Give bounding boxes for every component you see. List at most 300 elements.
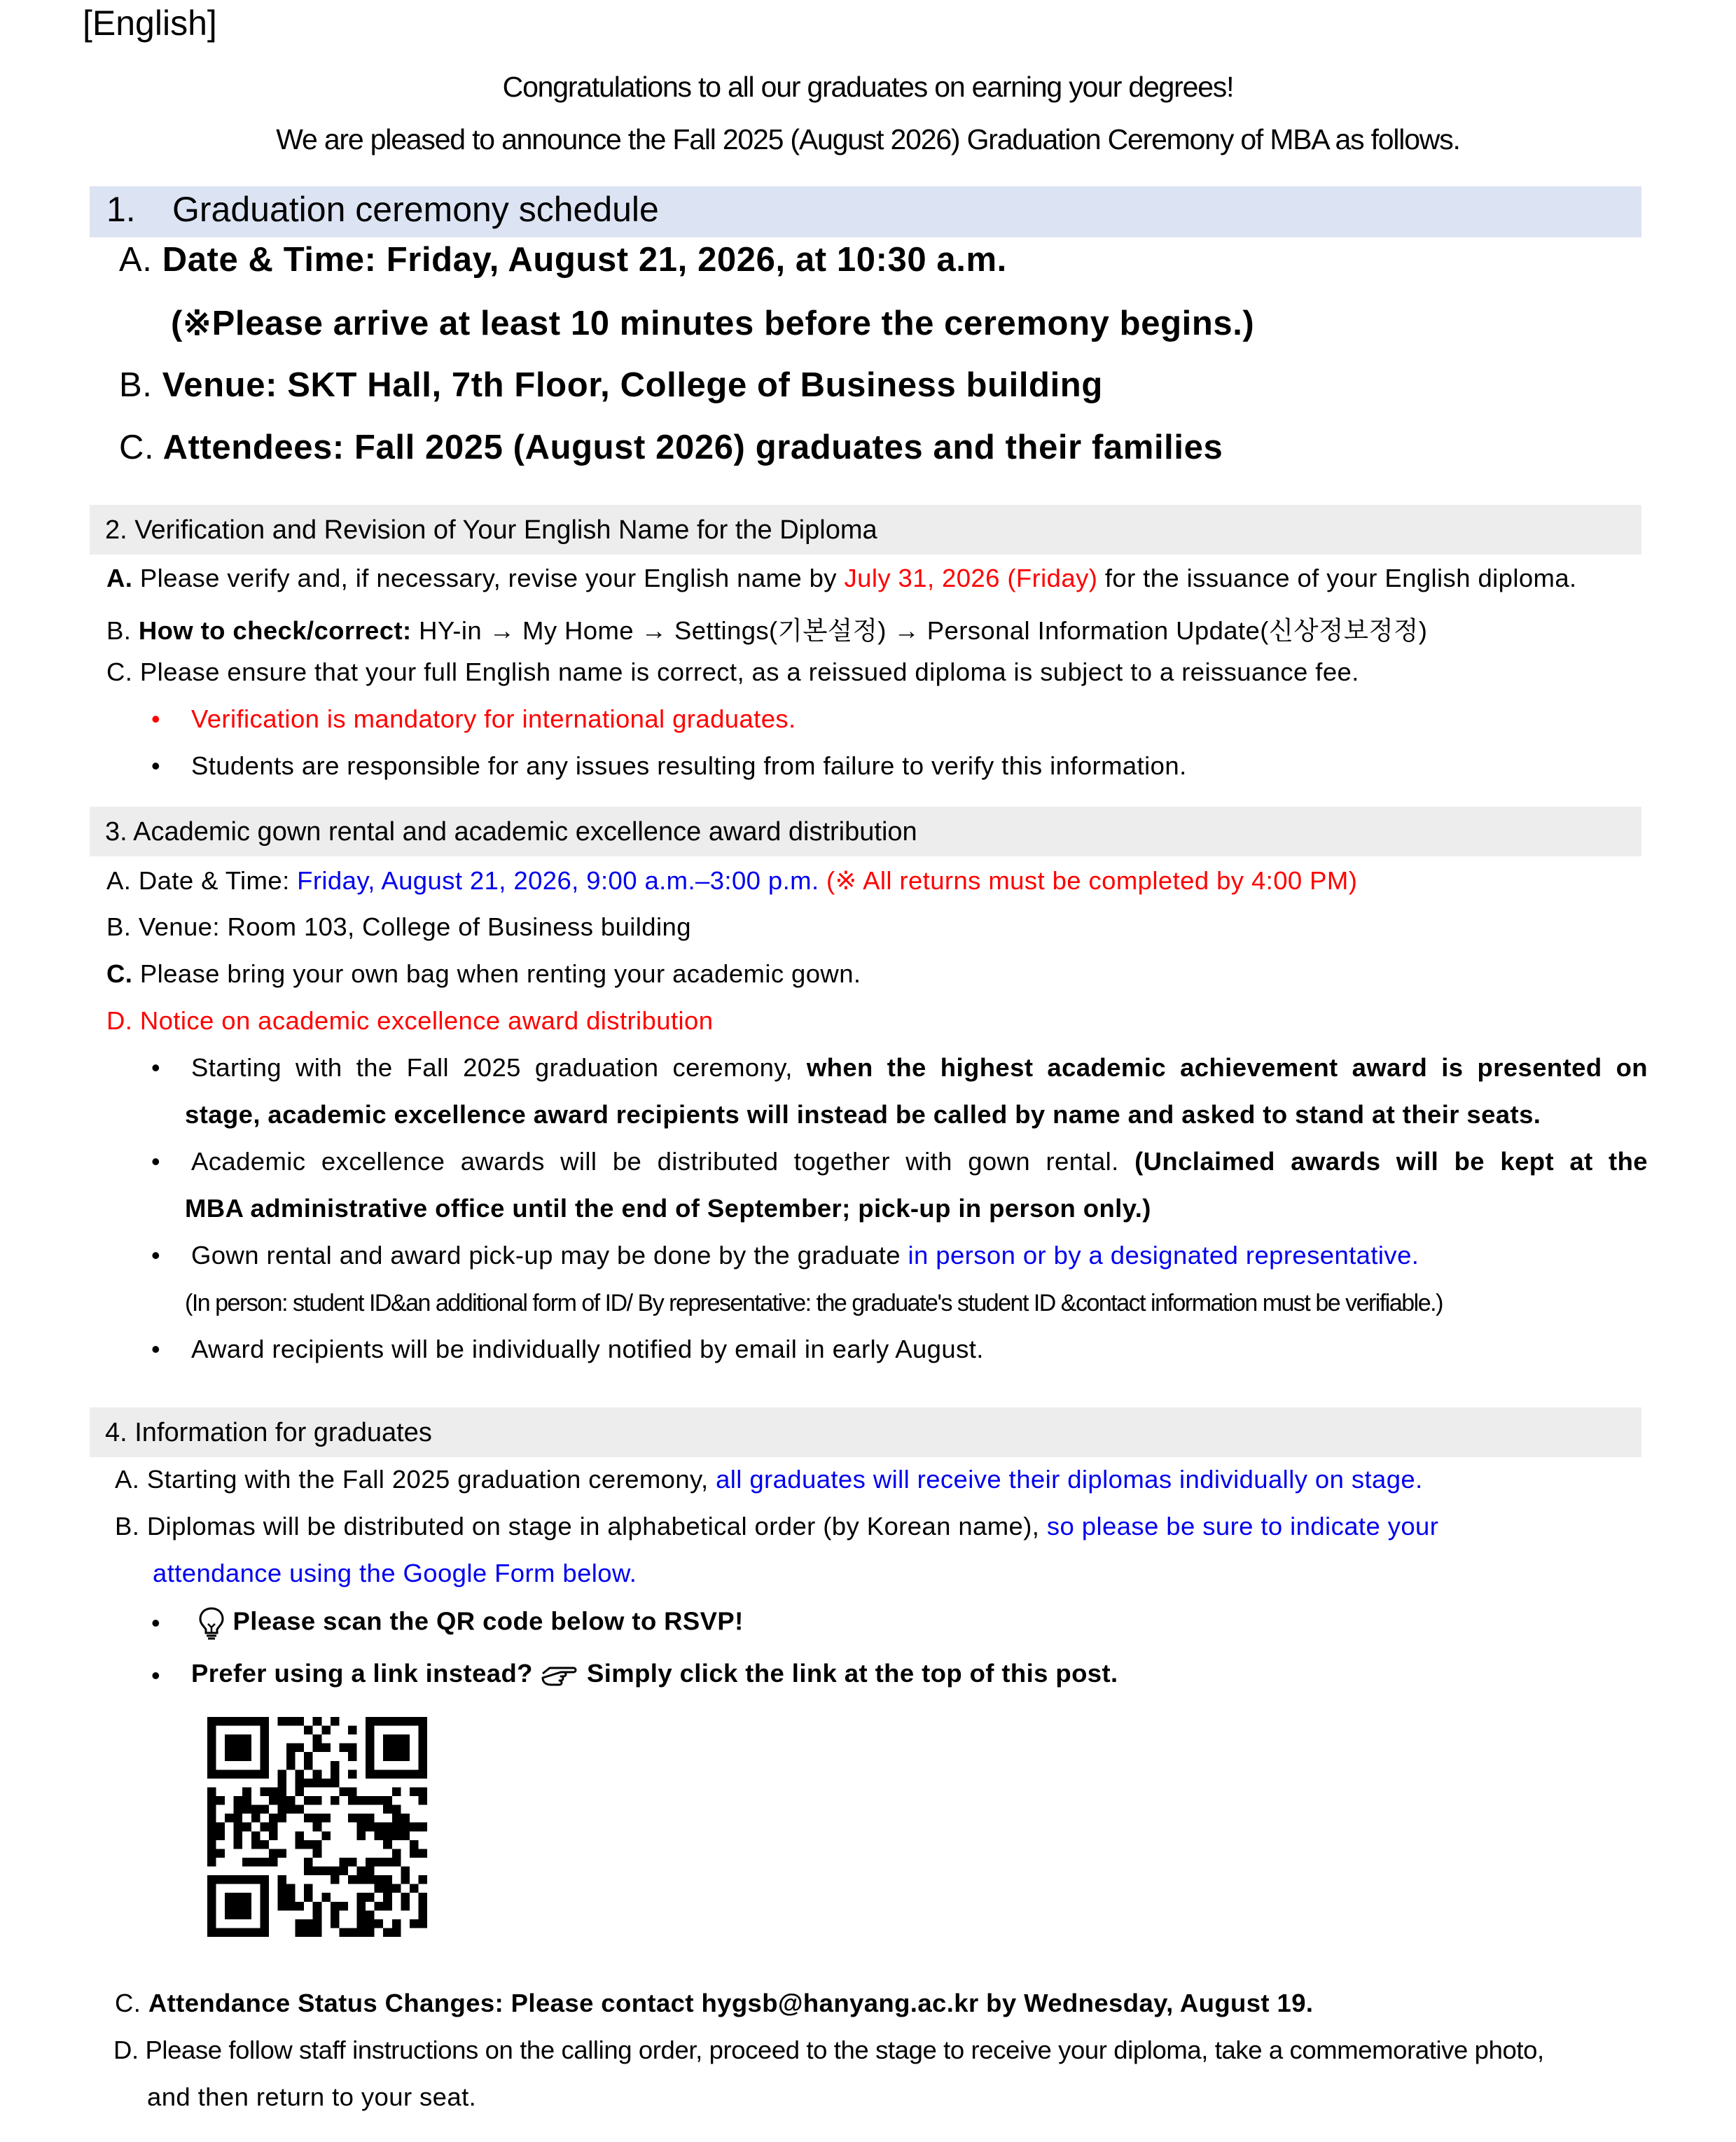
qr-module — [234, 1814, 243, 1823]
lightbulb-icon — [197, 1606, 225, 1640]
s4-bullet-1 — [197, 1606, 744, 1640]
qr-module — [383, 1875, 392, 1884]
qr-module — [366, 1867, 375, 1876]
s2-c-text: Please ensure that your full English name is correct, as a reissued diploma is subject to a reissuance fee. — [139, 658, 1359, 686]
qr-module — [207, 1902, 216, 1911]
s2-b-path: HY-in → My Home → Settings(기본설정) → Personal Information Update(신상정보정정) — [419, 616, 1428, 645]
qr-module — [260, 1875, 269, 1884]
qr-module — [366, 1910, 375, 1919]
qr-module — [321, 1893, 331, 1902]
s1-a-text: Date & Time: Friday, August 21, 2026, at 10:30 a.m. — [162, 241, 1007, 279]
qr-module — [339, 1928, 348, 1937]
qr-module — [260, 1884, 269, 1893]
s2-a-letter: A. — [106, 564, 133, 592]
intro-line-2: We are pleased to announce the Fall 2025 (August 2026) Graduation Ceremony of MBA as follows. — [276, 123, 1460, 155]
bullet-dot: • — [151, 1147, 160, 1176]
qr-module — [348, 1726, 357, 1735]
s3-a-label: Date & Time: — [138, 866, 290, 895]
qr-module — [286, 1752, 296, 1761]
qr-module — [357, 1796, 366, 1805]
qr-module — [207, 1823, 216, 1832]
qr-module — [418, 1910, 427, 1919]
qr-module — [225, 1717, 234, 1726]
s2-item-b — [106, 611, 1427, 647]
qr-module — [418, 1875, 427, 1884]
qr-module — [366, 1769, 375, 1779]
qr-module — [313, 1867, 322, 1876]
s2-c-letter: C. — [106, 658, 133, 686]
qr-module — [383, 1769, 392, 1779]
s2-item-c — [106, 658, 1359, 687]
qr-module — [234, 1717, 243, 1726]
qr-module — [260, 1919, 269, 1928]
qr-module — [277, 1814, 286, 1823]
qr-module — [357, 1823, 366, 1832]
qr-module — [357, 1893, 366, 1902]
qr-module — [410, 1717, 419, 1726]
qr-module — [242, 1769, 251, 1779]
qr-module — [260, 1769, 269, 1779]
qr-module — [366, 1814, 375, 1823]
qr-module — [392, 1744, 401, 1753]
section-1-title: Graduation ceremony schedule — [172, 190, 659, 229]
qr-module — [392, 1823, 401, 1832]
qr-module — [304, 1867, 313, 1876]
qr-module — [313, 1734, 322, 1744]
s3-bullet-1 — [191, 1053, 1648, 1083]
qr-module — [304, 1726, 313, 1735]
bullet-dot: • — [151, 1608, 160, 1637]
qr-module — [418, 1849, 427, 1858]
qr-module — [242, 1752, 251, 1761]
qr-module — [277, 1787, 286, 1796]
qr-module — [357, 1919, 366, 1928]
qr-module — [260, 1805, 269, 1814]
qr-module — [296, 1744, 305, 1753]
qr-module — [242, 1805, 251, 1814]
qr-module — [260, 1858, 269, 1867]
qr-module — [286, 1805, 296, 1814]
qr-module — [366, 1744, 375, 1753]
qr-module — [366, 1752, 375, 1761]
qr-module — [348, 1796, 357, 1805]
qr-module — [331, 1717, 340, 1726]
qr-module — [313, 1910, 322, 1919]
qr-module — [331, 1796, 340, 1805]
qr-module — [392, 1919, 401, 1928]
bullet-dot: • — [151, 1241, 160, 1270]
s3-bullet-2 — [191, 1147, 1648, 1176]
s3-item-c — [106, 959, 861, 989]
s4-d-text: Please follow staff instructions on the calling order, proceed to the stage to receive your diploma, take a commemorative photo, — [145, 2036, 1544, 2064]
qr-module — [410, 1849, 419, 1858]
qr-module — [207, 1805, 216, 1814]
qr-module — [296, 1928, 305, 1937]
qr-module — [383, 1831, 392, 1840]
qr-module — [234, 1734, 243, 1744]
qr-module — [331, 1769, 340, 1779]
qr-module — [304, 1761, 313, 1770]
qr-module — [251, 1831, 261, 1840]
section-4-title: 4. Information for graduates — [105, 1418, 432, 1447]
qr-module — [286, 1884, 296, 1893]
s4-item-c — [115, 1989, 1313, 2018]
qr-module — [401, 1831, 410, 1840]
s4-d-letter: D. — [113, 2036, 139, 2064]
qr-module — [260, 1910, 269, 1919]
qr-module — [269, 1831, 278, 1840]
qr-module — [392, 1928, 401, 1937]
s1-c-text: Attendees: Fall 2025 (August 2026) graduates and their families — [162, 429, 1223, 466]
qr-module — [225, 1928, 234, 1937]
qr-module — [401, 1875, 410, 1884]
qr-module — [366, 1858, 375, 1867]
bullet-dot: • — [151, 1053, 160, 1082]
qr-module — [383, 1796, 392, 1805]
qr-module — [269, 1823, 278, 1832]
qr-module — [418, 1796, 427, 1805]
section-2-title: 2. Verification and Revision of Your English Name for the Diploma — [105, 515, 877, 545]
qr-module — [331, 1779, 340, 1788]
qr-module — [418, 1893, 427, 1902]
qr-module — [304, 1893, 313, 1902]
s3-bullet-3-pre: Gown rental and award pick-up may be done by the graduate — [191, 1241, 901, 1270]
qr-module — [410, 1769, 419, 1779]
qr-module — [260, 1726, 269, 1735]
qr-module — [418, 1717, 427, 1726]
qr-module — [383, 1805, 392, 1814]
qr-module — [207, 1814, 216, 1823]
qr-module — [242, 1875, 251, 1884]
qr-module — [313, 1928, 322, 1937]
s4-d-cont: and then return to your seat. — [147, 2082, 477, 2111]
s3-bullet-3-blue: in person or by a designated representative. — [908, 1241, 1419, 1270]
qr-module — [366, 1796, 375, 1805]
s4-c-text: Attendance Status Changes: Please contact hygsb@hanyang.ac.kr by Wednesday, August 19. — [148, 1989, 1314, 2017]
qr-module — [392, 1858, 401, 1867]
qr-module — [392, 1814, 401, 1823]
s3-item-b — [106, 912, 691, 942]
qr-module — [216, 1796, 225, 1805]
qr-module — [357, 1831, 366, 1840]
qr-module — [286, 1761, 296, 1770]
qr-module — [418, 1823, 427, 1832]
qr-module — [216, 1875, 225, 1884]
qr-module — [401, 1752, 410, 1761]
qr-module — [207, 1744, 216, 1753]
qr-module — [269, 1858, 278, 1867]
qr-module — [269, 1849, 278, 1858]
qr-module — [304, 1928, 313, 1937]
s4-bullet-1-text: Please scan the QR code below to RSVP! — [232, 1606, 744, 1636]
qr-module — [331, 1919, 340, 1928]
qr-module — [418, 1761, 427, 1770]
qr-module — [304, 1796, 313, 1805]
qr-module — [234, 1928, 243, 1937]
s4-b-letter: B. — [115, 1512, 140, 1541]
qr-module — [207, 1875, 216, 1884]
s3-bullet-2-cont: MBA administrative office until the end of September; pick-up in person only.) — [185, 1194, 1151, 1223]
s4-item-a — [115, 1465, 1423, 1494]
qr-module — [366, 1893, 375, 1902]
qr-module — [234, 1744, 243, 1753]
qr-module — [260, 1787, 269, 1796]
s3-a-time: Friday, August 21, 2026, 9:00 a.m.–3:00 p.m. — [297, 866, 819, 895]
qr-module — [401, 1902, 410, 1911]
qr-module — [392, 1787, 401, 1796]
qr-module — [375, 1796, 384, 1805]
qr-module — [207, 1726, 216, 1735]
s4-bullet-2-pre: Prefer using a link instead? — [191, 1659, 533, 1688]
s1-item-c — [119, 428, 1223, 467]
qr-module — [225, 1744, 234, 1753]
qr-module — [401, 1717, 410, 1726]
s4-a-letter: A. — [115, 1465, 140, 1494]
section-3-title: 3. Academic gown rental and academic excellence award distribution — [105, 817, 917, 847]
qr-module — [304, 1858, 313, 1867]
qr-module — [251, 1928, 261, 1937]
qr-module — [234, 1823, 243, 1832]
qr-module — [375, 1902, 384, 1911]
language-label: [English] — [83, 4, 217, 43]
qr-module — [207, 1919, 216, 1928]
qr-module — [401, 1769, 410, 1779]
qr-module — [207, 1884, 216, 1893]
section-1-number: 1. — [106, 190, 136, 229]
s3-b-letter: B. — [106, 912, 132, 941]
qr-module — [216, 1769, 225, 1779]
bullet-dot: • — [151, 1335, 160, 1363]
qr-module — [313, 1814, 322, 1823]
qr-module — [366, 1823, 375, 1832]
s2-bullet-1: Verification is mandatory for international graduates. — [191, 704, 796, 733]
qr-module — [383, 1902, 392, 1911]
qr-module — [401, 1893, 410, 1902]
qr-module — [410, 1919, 419, 1928]
qr-module — [286, 1717, 296, 1726]
qr-module — [383, 1752, 392, 1761]
qr-module — [207, 1787, 216, 1796]
s3-a-letter: A. — [106, 866, 132, 895]
qr-module — [286, 1902, 296, 1911]
qr-module — [269, 1814, 278, 1823]
qr-module — [242, 1744, 251, 1753]
qr-module — [401, 1867, 410, 1876]
s4-item-b — [115, 1512, 1438, 1541]
qr-module — [375, 1875, 384, 1884]
qr-module — [357, 1928, 366, 1937]
qr-module — [207, 1831, 216, 1840]
qr-module — [260, 1734, 269, 1744]
qr-module — [225, 1752, 234, 1761]
qr-module — [242, 1787, 251, 1796]
s3-bullet-1-bold: when the highest academic achievement award is presented on — [806, 1053, 1648, 1082]
qr-module — [331, 1867, 340, 1876]
qr-module — [383, 1840, 392, 1849]
qr-module — [321, 1831, 331, 1840]
qr-module — [225, 1769, 234, 1779]
s4-b-blue-1: so please be sure to indicate your — [1046, 1512, 1439, 1541]
s4-a-pre: Starting with the Fall 2025 graduation ceremony, — [146, 1465, 709, 1494]
qr-module — [339, 1744, 348, 1753]
qr-module — [383, 1893, 392, 1902]
qr-module — [207, 1910, 216, 1919]
qr-module — [375, 1769, 384, 1779]
qr-module — [234, 1893, 243, 1902]
s3-bullet-1-cont: stage, academic excellence award recipients will instead be called by name and asked to stand at their seats. — [185, 1100, 1541, 1129]
qr-module — [375, 1884, 384, 1893]
qr-module — [296, 1779, 305, 1788]
s3-c-text: Please bring your own bag when renting your academic gown. — [139, 959, 861, 988]
s3-a-note: (※ All returns must be completed by 4:00 PM) — [826, 866, 1358, 895]
qr-module — [331, 1902, 340, 1911]
qr-module — [357, 1902, 366, 1911]
qr-module — [260, 1928, 269, 1937]
qr-module — [383, 1858, 392, 1867]
qr-module — [207, 1840, 216, 1849]
qr-module — [348, 1752, 357, 1761]
qr-module — [304, 1814, 313, 1823]
qr-module — [366, 1875, 375, 1884]
qr-module — [375, 1717, 384, 1726]
qr-module — [225, 1893, 234, 1902]
s3-bullet-2-bold: (Unclaimed awards will be kept at the — [1134, 1147, 1648, 1176]
qr-module — [260, 1752, 269, 1761]
qr-module — [313, 1823, 322, 1832]
qr-module — [418, 1744, 427, 1753]
qr-module — [410, 1884, 419, 1893]
qr-module — [418, 1726, 427, 1735]
qr-module — [260, 1840, 269, 1849]
qr-module — [234, 1769, 243, 1779]
qr-module — [207, 1752, 216, 1761]
qr-module — [242, 1796, 251, 1805]
s2-a-date: July 31, 2026 (Friday) — [844, 564, 1098, 592]
qr-module — [383, 1734, 392, 1744]
qr-module — [277, 1805, 286, 1814]
qr-module — [251, 1717, 261, 1726]
qr-module — [251, 1875, 261, 1884]
qr-module — [401, 1823, 410, 1832]
qr-module — [313, 1769, 322, 1779]
qr-module — [251, 1814, 261, 1823]
qr-module — [242, 1893, 251, 1902]
qr-module — [348, 1928, 357, 1937]
s1-b-letter: B. — [119, 366, 153, 404]
qr-module — [321, 1726, 331, 1735]
qr-module — [216, 1823, 225, 1832]
qr-module — [207, 1734, 216, 1744]
qr-module — [392, 1734, 401, 1744]
qr-module — [296, 1919, 305, 1928]
qr-module — [348, 1769, 357, 1779]
s1-c-letter: C. — [119, 429, 155, 466]
qr-module — [392, 1805, 401, 1814]
qr-module — [216, 1928, 225, 1937]
s4-bullet-2 — [191, 1659, 1118, 1690]
s4-c-letter: C. — [115, 1989, 141, 2017]
qr-module — [357, 1910, 366, 1919]
qr-module — [321, 1867, 331, 1876]
qr-module — [296, 1769, 305, 1779]
qr-module — [225, 1814, 234, 1823]
qr-module — [375, 1823, 384, 1832]
qr-module — [286, 1893, 296, 1902]
qr-module — [216, 1717, 225, 1726]
qr-module — [207, 1858, 216, 1867]
s3-bullet-3-note: (In person: student ID&an additional form of ID/ By representative: the graduate's student ID &contact information must be verifiable.) — [185, 1290, 1443, 1316]
qr-module — [277, 1849, 286, 1858]
qr-module — [216, 1849, 225, 1858]
qr-module — [304, 1884, 313, 1893]
qr-module — [225, 1734, 234, 1744]
qr-module — [296, 1902, 305, 1911]
qr-module — [375, 1858, 384, 1867]
s3-item-d: D. Notice on academic excellence award distribution — [106, 1006, 714, 1035]
s4-b-blue-2: attendance using the Google Form below. — [153, 1559, 637, 1587]
qr-module — [242, 1734, 251, 1744]
bullet-dot: • — [151, 704, 160, 733]
qr-module — [234, 1875, 243, 1884]
qr-module — [366, 1734, 375, 1744]
qr-module — [357, 1814, 366, 1823]
pointing-hand-icon — [540, 1660, 579, 1690]
qr-module — [260, 1823, 269, 1832]
qr-module — [392, 1717, 401, 1726]
s4-bullet-2-post: Simply click the link at the top of this post. — [586, 1659, 1118, 1688]
qr-module — [234, 1902, 243, 1911]
qr-module — [410, 1840, 419, 1849]
qr-module — [383, 1744, 392, 1753]
qr-module — [418, 1769, 427, 1779]
qr-module — [366, 1761, 375, 1770]
qr-module — [225, 1910, 234, 1919]
s2-a-post: for the issuance of your English diploma. — [1104, 564, 1577, 592]
qr-module — [234, 1805, 243, 1814]
qr-module — [269, 1787, 278, 1796]
s1-a-letter: A. — [119, 241, 153, 279]
qr-module — [331, 1910, 340, 1919]
qr-module — [304, 1779, 313, 1788]
qr-module — [392, 1752, 401, 1761]
qr-module — [418, 1787, 427, 1796]
qr-module — [339, 1902, 348, 1911]
s3-item-a — [106, 865, 1357, 896]
s2-b-label: How to check/correct: — [138, 616, 412, 645]
qr-module — [339, 1787, 348, 1796]
qr-module — [418, 1752, 427, 1761]
qr-module — [392, 1849, 401, 1858]
qr-module — [277, 1884, 286, 1893]
s3-bullet-4: Award recipients will be individually notified by email in early August. — [191, 1335, 984, 1363]
qr-module — [242, 1823, 251, 1832]
bullet-dot: • — [151, 1661, 160, 1690]
s3-b-text: Venue: Room 103, College of Business building — [138, 912, 691, 941]
qr-module — [207, 1893, 216, 1902]
qr-module — [269, 1796, 278, 1805]
qr-code[interactable] — [207, 1717, 427, 1937]
qr-module — [392, 1884, 401, 1893]
qr-module — [331, 1761, 340, 1770]
qr-module — [242, 1910, 251, 1919]
qr-module — [304, 1919, 313, 1928]
s2-b-letter: B. — [106, 616, 132, 645]
qr-module — [207, 1849, 216, 1858]
s3-bullet-3 — [191, 1241, 1419, 1270]
s1-a-note: (※Please arrive at least 10 minutes before the ceremony begins.) — [171, 305, 1255, 342]
s4-b-pre: Diplomas will be distributed on stage in alphabetical order (by Korean name), — [146, 1512, 1040, 1541]
s3-bullet-1-pre: Starting with the Fall 2025 graduation ceremony, — [191, 1053, 793, 1082]
